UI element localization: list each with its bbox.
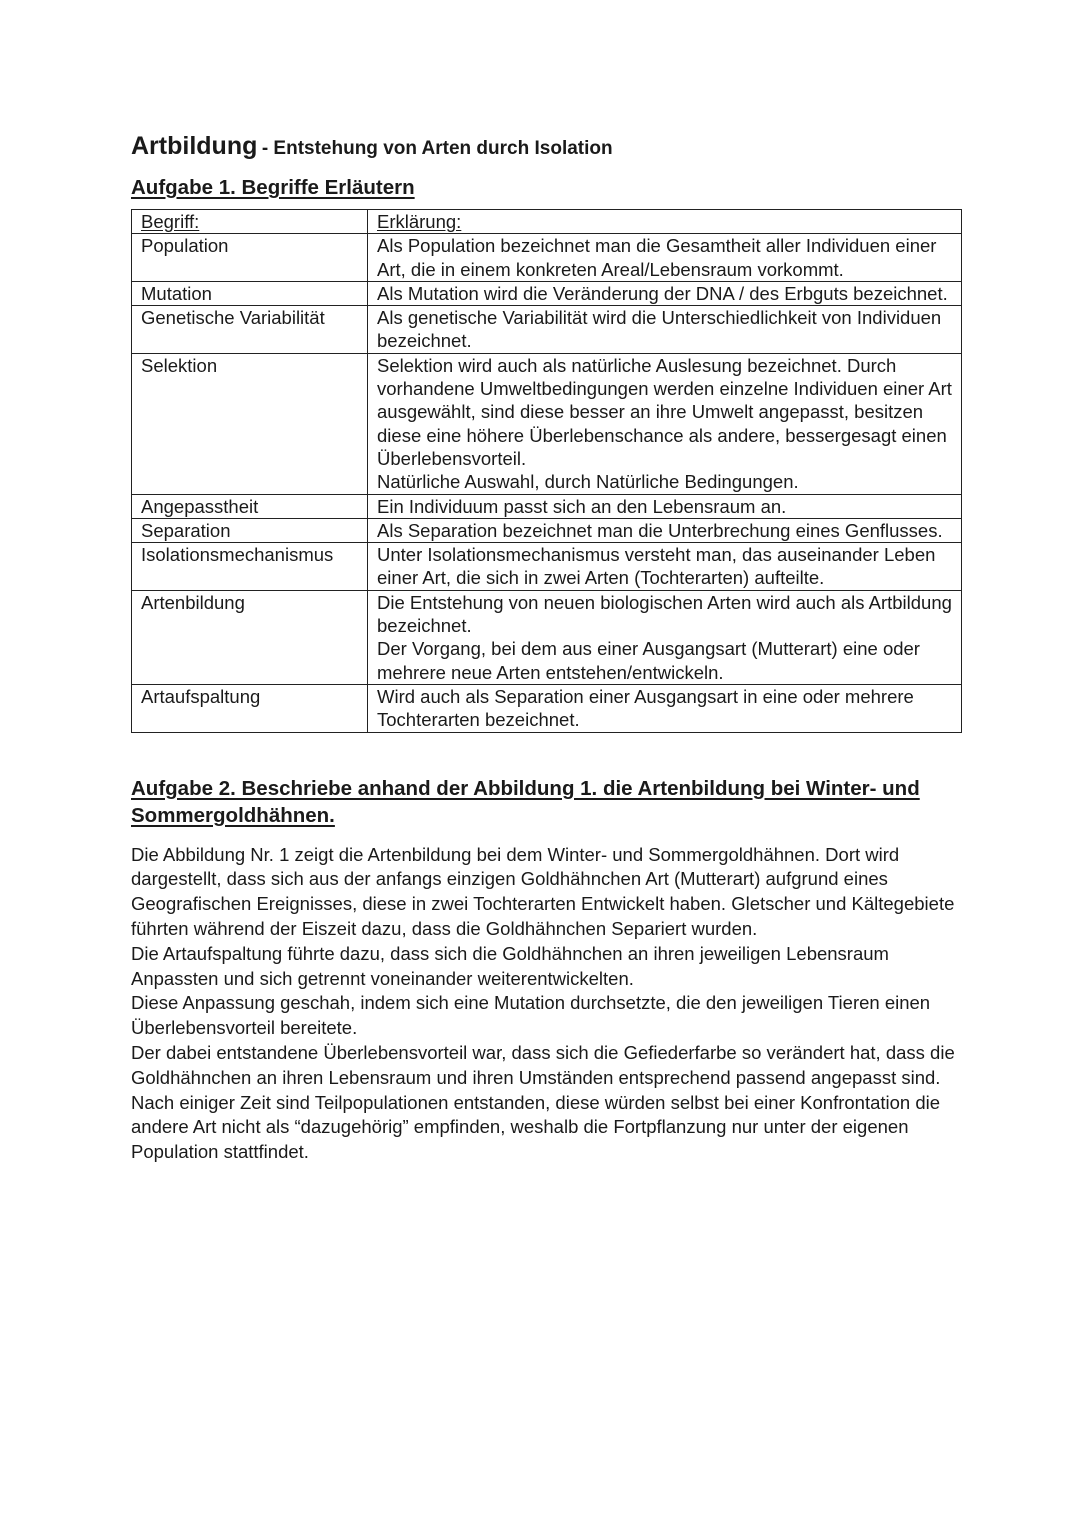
term-cell: Angepasstheit — [132, 494, 368, 518]
document-page — [131, 128, 961, 1165]
answer-paragraph: Nach einiger Zeit sind Teilpopulationen entstanden, diese würden selbst bei einer Konfrontation die andere Art nicht als “dazugehörig” empfinden, weshalb die Fortpflanzung nur unter der eigenen Population stattfindet. — [131, 1091, 941, 1163]
document-title — [131, 128, 961, 164]
term-cell: Artenbildung — [132, 590, 368, 684]
table-row — [132, 306, 962, 354]
term-cell: Mutation — [132, 281, 368, 305]
explanation-cell: Ein Individuum passt sich an den Lebensraum an. — [368, 494, 962, 518]
header-explanation-label: Erklärung: — [377, 211, 462, 232]
header-term — [132, 210, 368, 234]
table-row — [132, 234, 962, 282]
term-cell: Population — [132, 234, 368, 282]
task2-heading: Aufgabe 2. Beschriebe anhand der Abbildung 1. die Artenbildung bei Winter- und Sommergoldhähnen. — [131, 776, 920, 827]
terms-table — [131, 209, 962, 733]
title-main: Artbildung — [131, 132, 258, 160]
title-subtitle: - Entstehung von Arten durch Isolation — [261, 138, 613, 159]
explanation-cell: Wird auch als Separation einer Ausgangsart in eine oder mehrere Tochterarten bezeichnet. — [368, 684, 962, 732]
explanation-cell: Selektion wird auch als natürliche Auslesung bezeichnet. Durch vorhandene Umweltbedingungen werden einzelne Individuen einer Art ausgewählt, sind diese besser an ihre Umwelt angepasst, besitzen diese eine höhere Überlebenschance als andere, bessergesagt einen Überlebensvorteil. Natürliche Auswahl, durch Natürliche Bedingungen. — [368, 353, 962, 494]
table-header-row — [132, 210, 962, 234]
explanation-cell: Als Mutation wird die Veränderung der DNA / des Erbguts bezeichnet. — [368, 281, 962, 305]
answer-paragraph: Die Artaufspaltung führte dazu, dass sich die Goldhähnchen an ihren jeweiligen Lebensraum Anpassten und sich getrennt voneinander weiterentwickelten. — [131, 942, 889, 989]
explanation-cell: Als genetische Variabilität wird die Unterschiedlichkeit von Individuen bezeichnet. — [368, 306, 962, 354]
answer-paragraph: Diese Anpassung geschah, indem sich eine Mutation durchsetzte, die den jeweiligen Tieren einen Überlebensvorteil bereitete. — [131, 992, 931, 1039]
table-row — [132, 518, 962, 542]
term-cell: Isolationsmechanismus — [132, 543, 368, 591]
term-cell: Genetische Variabilität — [132, 306, 368, 354]
table-row — [132, 590, 962, 684]
table-row — [132, 684, 962, 732]
header-term-label: Begriff: — [141, 211, 200, 232]
table-row — [132, 494, 962, 518]
term-cell: Separation — [132, 518, 368, 542]
answer-paragraph: Der dabei entstandene Überlebensvorteil war, dass sich die Gefiederfarbe so verändert hat, dass die Goldhähnchen an ihren Lebensraum und ihren Umständen entsprechend passend angepasst sind. — [131, 1041, 955, 1088]
term-cell: Artaufspaltung — [132, 684, 368, 732]
table-row — [132, 543, 962, 591]
table-row — [132, 353, 962, 494]
explanation-cell: Unter Isolationsmechanismus versteht man, das auseinander Leben einer Art, die sich in zwei Arten (Tochterarten) aufteilte. — [368, 543, 962, 591]
explanation-cell: Die Entstehung von neuen biologischen Arten wird auch als Artbildung bezeichnet. Der Vorgang, bei dem aus einer Ausgangsart (Mutterart) eine oder mehrere neue Arten entstehen/entwickeln. — [368, 590, 962, 684]
term-cell: Selektion — [132, 353, 368, 494]
header-explanation — [368, 210, 962, 234]
explanation-cell: Als Separation bezeichnet man die Unterbrechung eines Genflusses. — [368, 518, 962, 542]
task1-heading: Aufgabe 1. Begriffe Erläutern — [131, 176, 415, 199]
task2-answer — [131, 843, 961, 1165]
explanation-cell: Als Population bezeichnet man die Gesamtheit aller Individuen einer Art, die in einem konkreten Areal/Lebensraum vorkommt. — [368, 234, 962, 282]
table-row — [132, 281, 962, 305]
answer-paragraph: Die Abbildung Nr. 1 zeigt die Artenbildung bei dem Winter- und Sommergoldhähnen. Dort wird dargestellt, dass sich aus der anfangs einzigen Goldhähnchen Art (Mutterart) aufgrund eines Geografischen Ereignisses, diese in zwei Tochterarten Entwickelt haben. Gletscher und Kältegebiete führten während der Eiszeit dazu, dass die Goldhähnchen Separiert wurden. — [131, 843, 955, 939]
